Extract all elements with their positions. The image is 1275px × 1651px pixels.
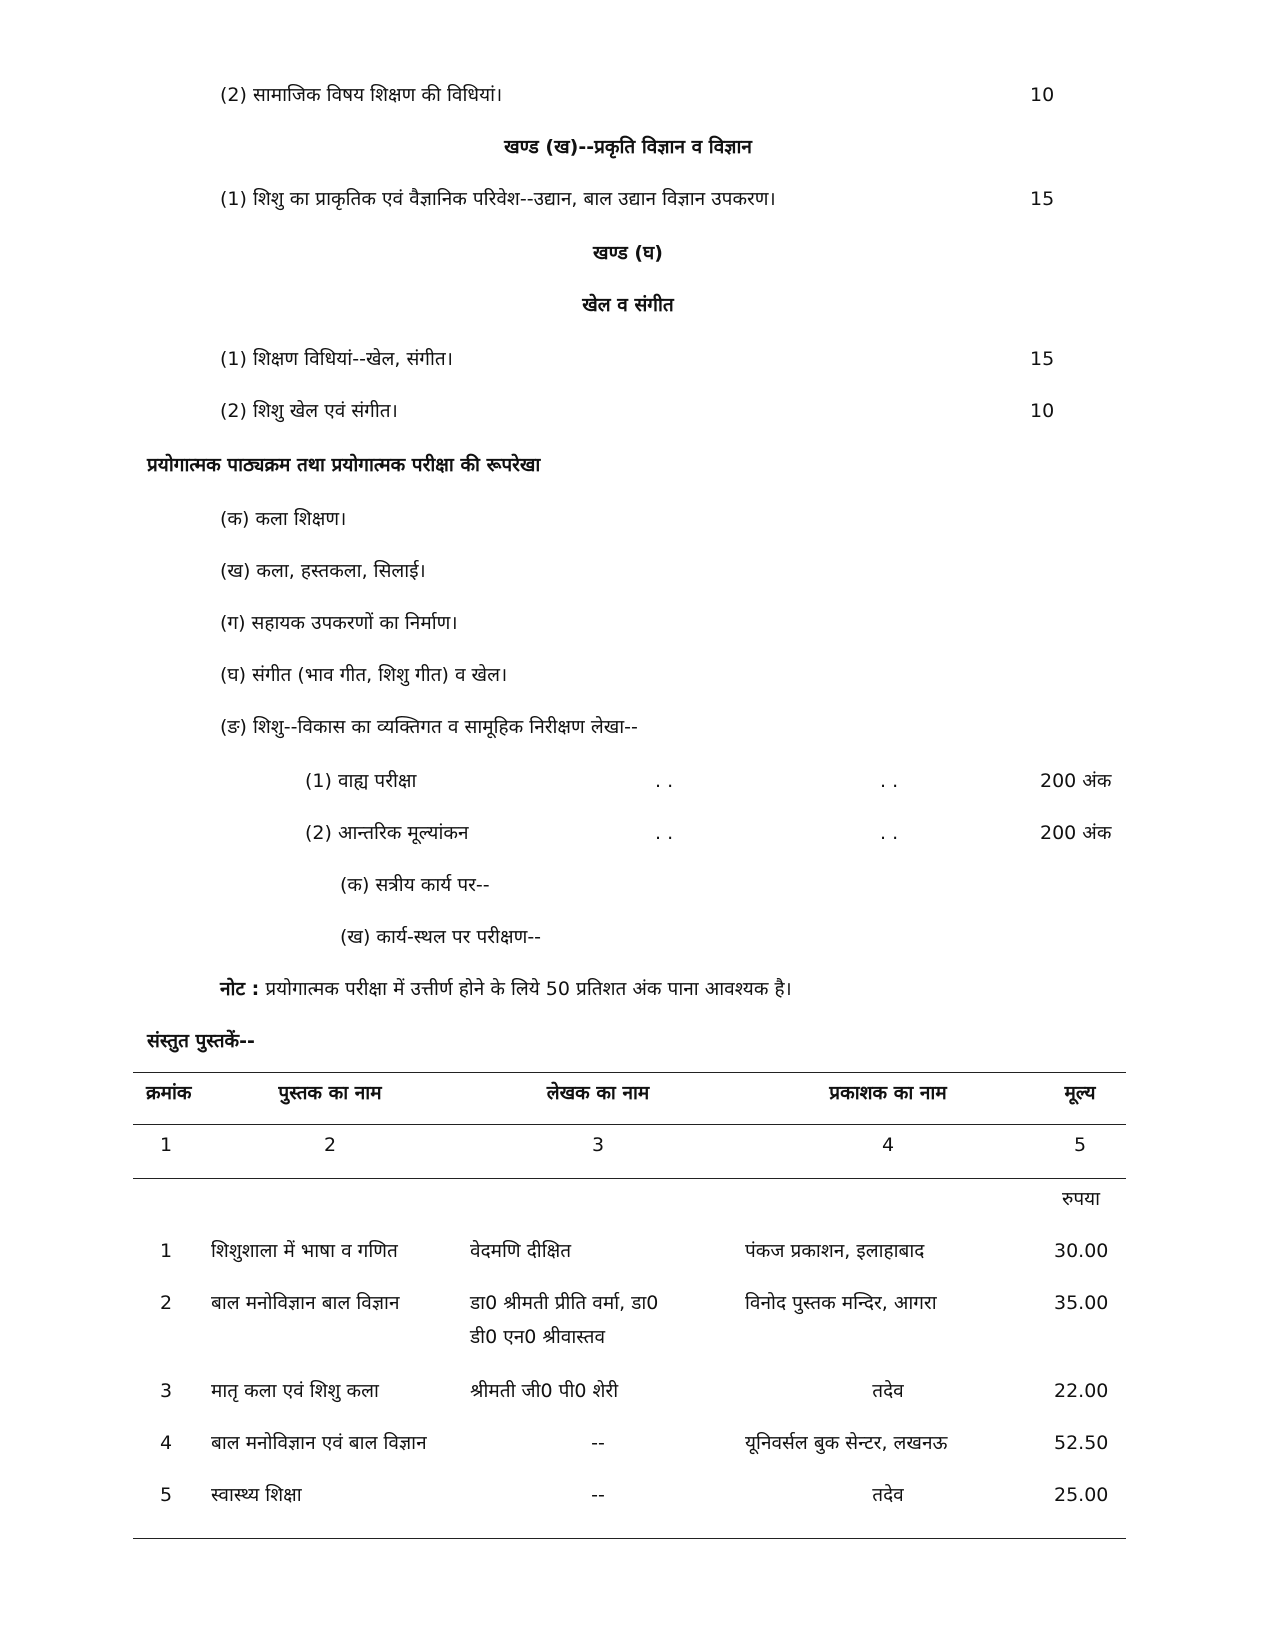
book-price: 25.00 — [1054, 1484, 1109, 1506]
note-label: नोट : — [220, 978, 260, 1000]
col-number: 1 — [159, 1134, 173, 1156]
item-child-games-marks: 10 — [1030, 400, 1055, 422]
exam-external-label: (1) वाह्य परीक्षा — [305, 770, 417, 792]
book-serial: 3 — [159, 1380, 173, 1402]
book-author: श्रीमती जी0 पी0 शेरी — [470, 1380, 619, 1402]
book-publisher: तदेव — [872, 1380, 904, 1402]
exam-external-dots: . . — [880, 770, 899, 792]
book-serial: 5 — [159, 1484, 173, 1506]
heading-practical: प्रयोगात्मक पाठ्यक्रम तथा प्रयोगात्मक परीक्षा की रूपरेखा — [147, 454, 541, 476]
exam-internal-dots: . . — [655, 822, 674, 844]
book-serial: 1 — [159, 1240, 173, 1262]
book-price: 30.00 — [1054, 1240, 1109, 1262]
practical-item: (क) कला शिक्षण। — [220, 508, 347, 530]
practical-item: (ख) कला, हस्तकला, सिलाई। — [220, 560, 426, 582]
exam-internal-label: (2) आन्तरिक मूल्यांकन — [305, 822, 469, 844]
item-teaching-methods: (1) शिक्षण विधियां--खेल, संगीत। — [220, 348, 453, 370]
practical-item: (ग) सहायक उपकरणों का निर्माण। — [220, 612, 458, 634]
exam-internal-marks: 200 अंक — [1040, 822, 1112, 844]
exam-internal-dots: . . — [880, 822, 899, 844]
practical-item: (घ) संगीत (भाव गीत, शिशु गीत) व खेल। — [220, 664, 508, 686]
book-serial: 2 — [159, 1292, 173, 1314]
book-publisher: यूनिवर्सल बुक सेन्टर, लखनऊ — [745, 1432, 948, 1454]
table-top-rule — [133, 1072, 1126, 1073]
col-header-serial: क्रमांक — [146, 1082, 192, 1104]
col-number: 3 — [591, 1134, 605, 1156]
book-title: बाल मनोविज्ञान बाल विज्ञान — [211, 1292, 400, 1314]
col-number: 5 — [1073, 1134, 1087, 1156]
item-child-games: (2) शिशु खेल एवं संगीत। — [220, 400, 398, 422]
book-price: 35.00 — [1054, 1292, 1109, 1314]
col-number: 2 — [323, 1134, 337, 1156]
exam-external-marks: 200 अंक — [1040, 770, 1112, 792]
currency-label: रुपया — [1062, 1188, 1101, 1210]
col-header-publisher: प्रकाशक का नाम — [829, 1082, 947, 1104]
heading-section-kh: खण्ड (ख)--प्रकृति विज्ञान व विज्ञान — [504, 136, 752, 158]
note — [220, 978, 792, 1001]
col-header-author: लेखक का नाम — [546, 1082, 650, 1104]
book-publisher: पंकज प्रकाशन, इलाहाबाद — [745, 1240, 925, 1262]
book-price: 22.00 — [1054, 1380, 1109, 1402]
book-price: 52.50 — [1054, 1432, 1109, 1454]
col-number: 4 — [881, 1134, 895, 1156]
heading-section-gh: खण्ड (घ) — [593, 242, 663, 264]
internal-item: (ख) कार्य-स्थल पर परीक्षण-- — [340, 926, 542, 948]
col-header-price: मूल्य — [1064, 1082, 1096, 1104]
col-header-title: पुस्तक का नाम — [278, 1082, 382, 1104]
book-author: -- — [591, 1432, 605, 1454]
book-title: बाल मनोविज्ञान एवं बाल विज्ञान — [211, 1432, 427, 1454]
book-title: स्वास्थ्य शिक्षा — [211, 1484, 302, 1506]
book-title: मातृ कला एवं शिशु कला — [211, 1380, 379, 1402]
subheading-games-music: खेल व संगीत — [582, 294, 674, 316]
book-author: -- — [591, 1484, 605, 1506]
item-natural-environment-marks: 15 — [1030, 188, 1055, 210]
book-publisher: विनोद पुस्तक मन्दिर, आगरा — [745, 1292, 937, 1314]
book-serial: 4 — [159, 1432, 173, 1454]
book-author: डा0 श्रीमती प्रीति वर्मा, डा0 — [470, 1292, 659, 1314]
note-text: प्रयोगात्मक परीक्षा में उत्तीर्ण होने के लिये 50 प्रतिशत अंक पाना आवश्यक है। — [265, 978, 792, 1000]
table-number-rule — [133, 1178, 1126, 1179]
item-social-methods-marks: 10 — [1030, 84, 1055, 106]
item-teaching-methods-marks: 15 — [1030, 348, 1055, 370]
internal-item: (क) सत्रीय कार्य पर-- — [340, 874, 490, 896]
item-natural-environment: (1) शिशु का प्राकृतिक एवं वैज्ञानिक परिवेश--उद्यान, बाल उद्यान विज्ञान उपकरण। — [220, 188, 776, 210]
table-header-rule — [133, 1124, 1126, 1125]
item-social-methods: (2) सामाजिक विषय शिक्षण की विधियां। — [220, 84, 503, 106]
book-author-line2: डी0 एन0 श्रीवास्तव — [470, 1326, 606, 1348]
practical-item: (ङ) शिशु--विकास का व्यक्तिगत व सामूहिक निरीक्षण लेखा-- — [220, 716, 638, 738]
heading-recommended-books: संस्तुत पुस्तकें-- — [147, 1030, 255, 1052]
table-bottom-rule — [133, 1538, 1126, 1539]
book-title: शिशुशाला में भाषा व गणित — [211, 1240, 398, 1262]
book-author: वेदमणि दीक्षित — [470, 1240, 572, 1262]
exam-external-dots: . . — [655, 770, 674, 792]
book-publisher: तदेव — [872, 1484, 904, 1506]
